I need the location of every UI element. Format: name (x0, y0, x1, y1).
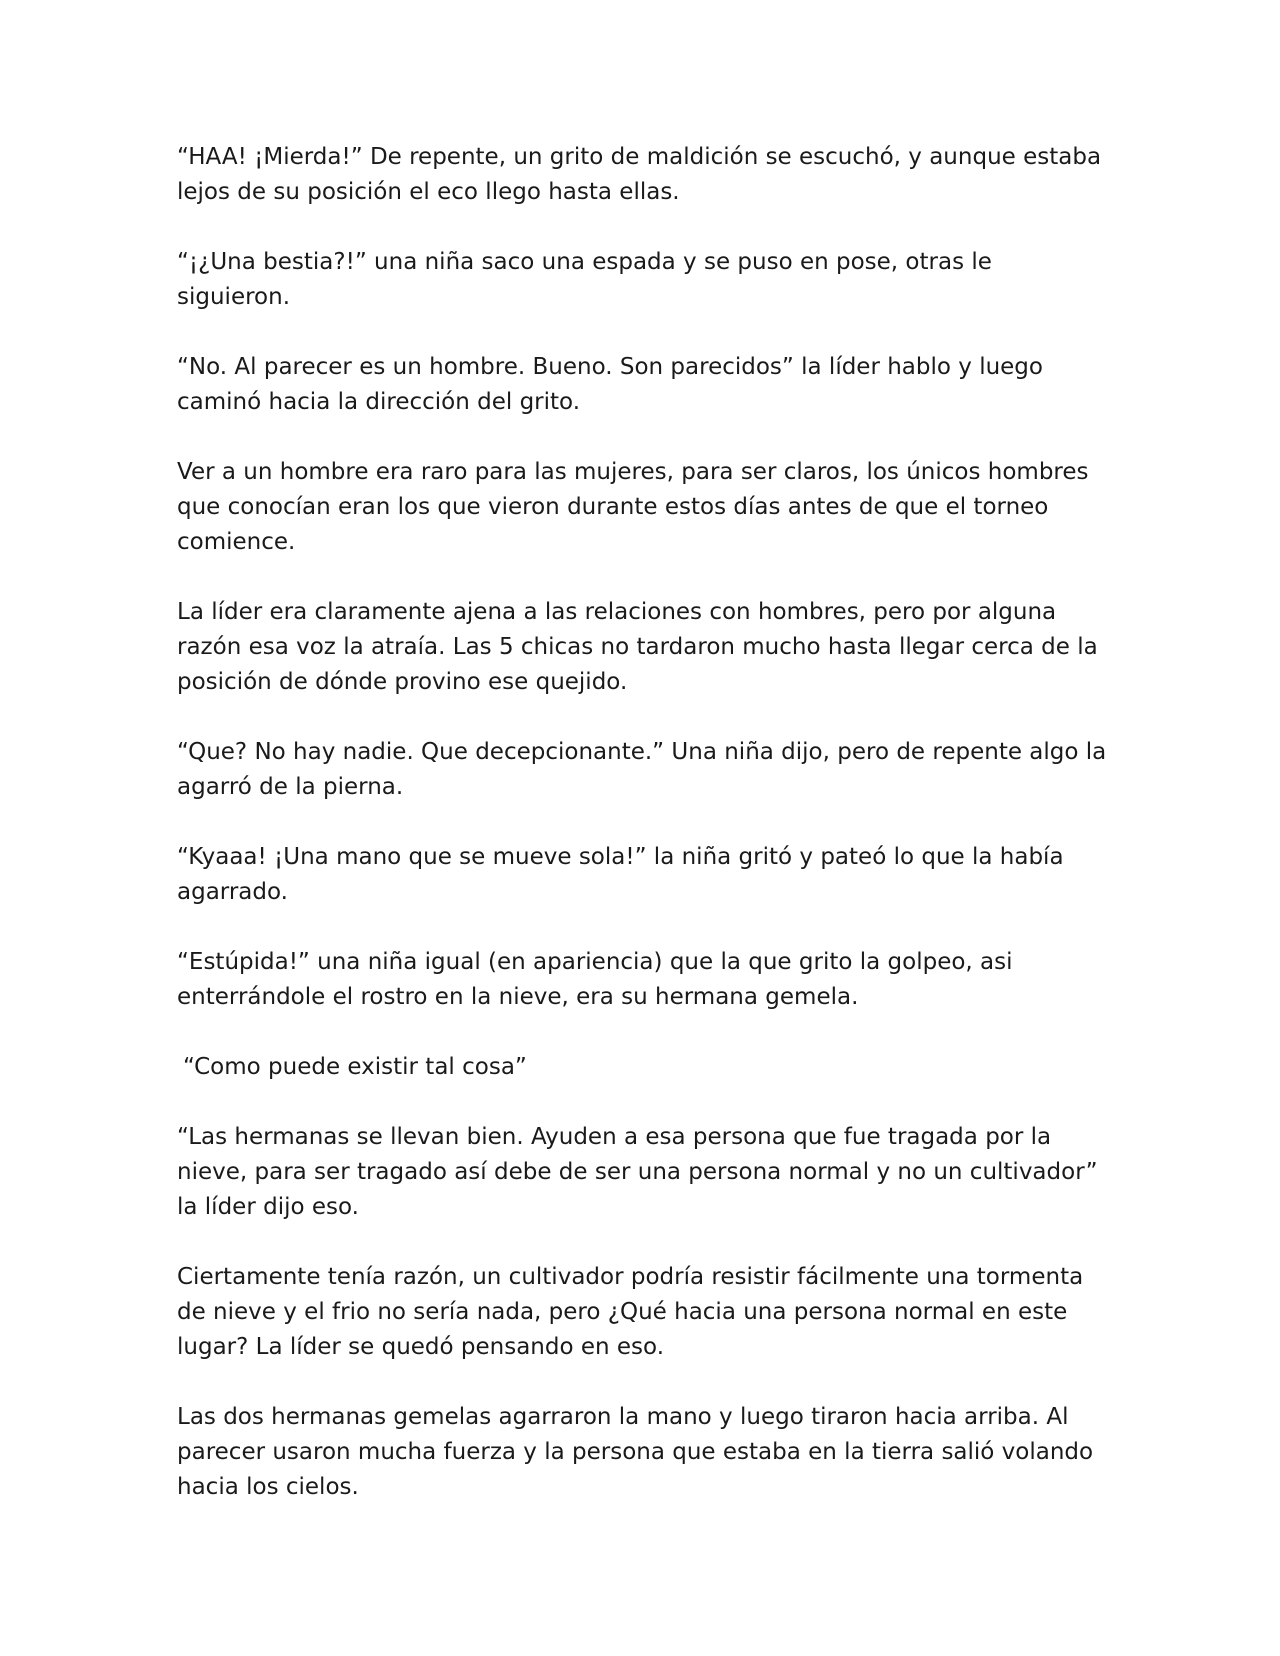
paragraph-10: “Las hermanas se llevan bien. Ayuden a esa persona que fue tragada por la nieve, para ser tragado así debe de ser una persona normal y no un cultivador” la líder dijo eso. (177, 1124, 1098, 1220)
paragraph-3: “No. Al parecer es un hombre. Bueno. Son parecidos” la líder hablo y luego caminó hacia la dirección del grito. (177, 354, 1043, 415)
paragraph-7: “Kyaaa! ¡Una mano que se mueve sola!” la niña gritó y pateó lo que la había agarrado. (177, 844, 1064, 905)
paragraph-4: Ver a un hombre era raro para las mujeres, para ser claros, los únicos hombres que conocían eran los que vieron durante estos días antes de que el torneo comience. (177, 459, 1089, 555)
paragraph-9: “Como puede existir tal cosa” (183, 1054, 527, 1080)
paragraph-2: “¡¿Una bestia?!” una niña saco una espada y se puso en pose, otras le siguieron. (177, 249, 992, 310)
paragraph-6: “Que? No hay nadie. Que decepcionante.” Una niña dijo, pero de repente algo la agarró de la pierna. (177, 739, 1107, 800)
paragraph-12: Las dos hermanas gemelas agarraron la mano y luego tiraron hacia arriba. Al parecer usaron mucha fuerza y la persona que estaba en la tierra salió volando hacia los cielos. (177, 1404, 1094, 1500)
document-page (177, 140, 1107, 1540)
paragraph-5: La líder era claramente ajena a las relaciones con hombres, pero por alguna razón esa voz la atraía. Las 5 chicas no tardaron mucho hasta llegar cerca de la posición de dónde provino ese quejido. (177, 599, 1098, 695)
paragraph-8: “Estúpida!” una niña igual (en apariencia) que la que grito la golpeo, asi enterrándole el rostro en la nieve, era su hermana gemela. (177, 949, 1013, 1010)
paragraph-1: “HAA! ¡Mierda!” De repente, un grito de maldición se escuchó, y aunque estaba lejos de su posición el eco llego hasta ellas. (177, 144, 1102, 205)
paragraph-11: Ciertamente tenía razón, un cultivador podría resistir fácilmente una tormenta de nieve y el frio no sería nada, pero ¿Qué hacia una persona normal en este lugar? La líder se quedó pensando en eso. (177, 1264, 1084, 1360)
